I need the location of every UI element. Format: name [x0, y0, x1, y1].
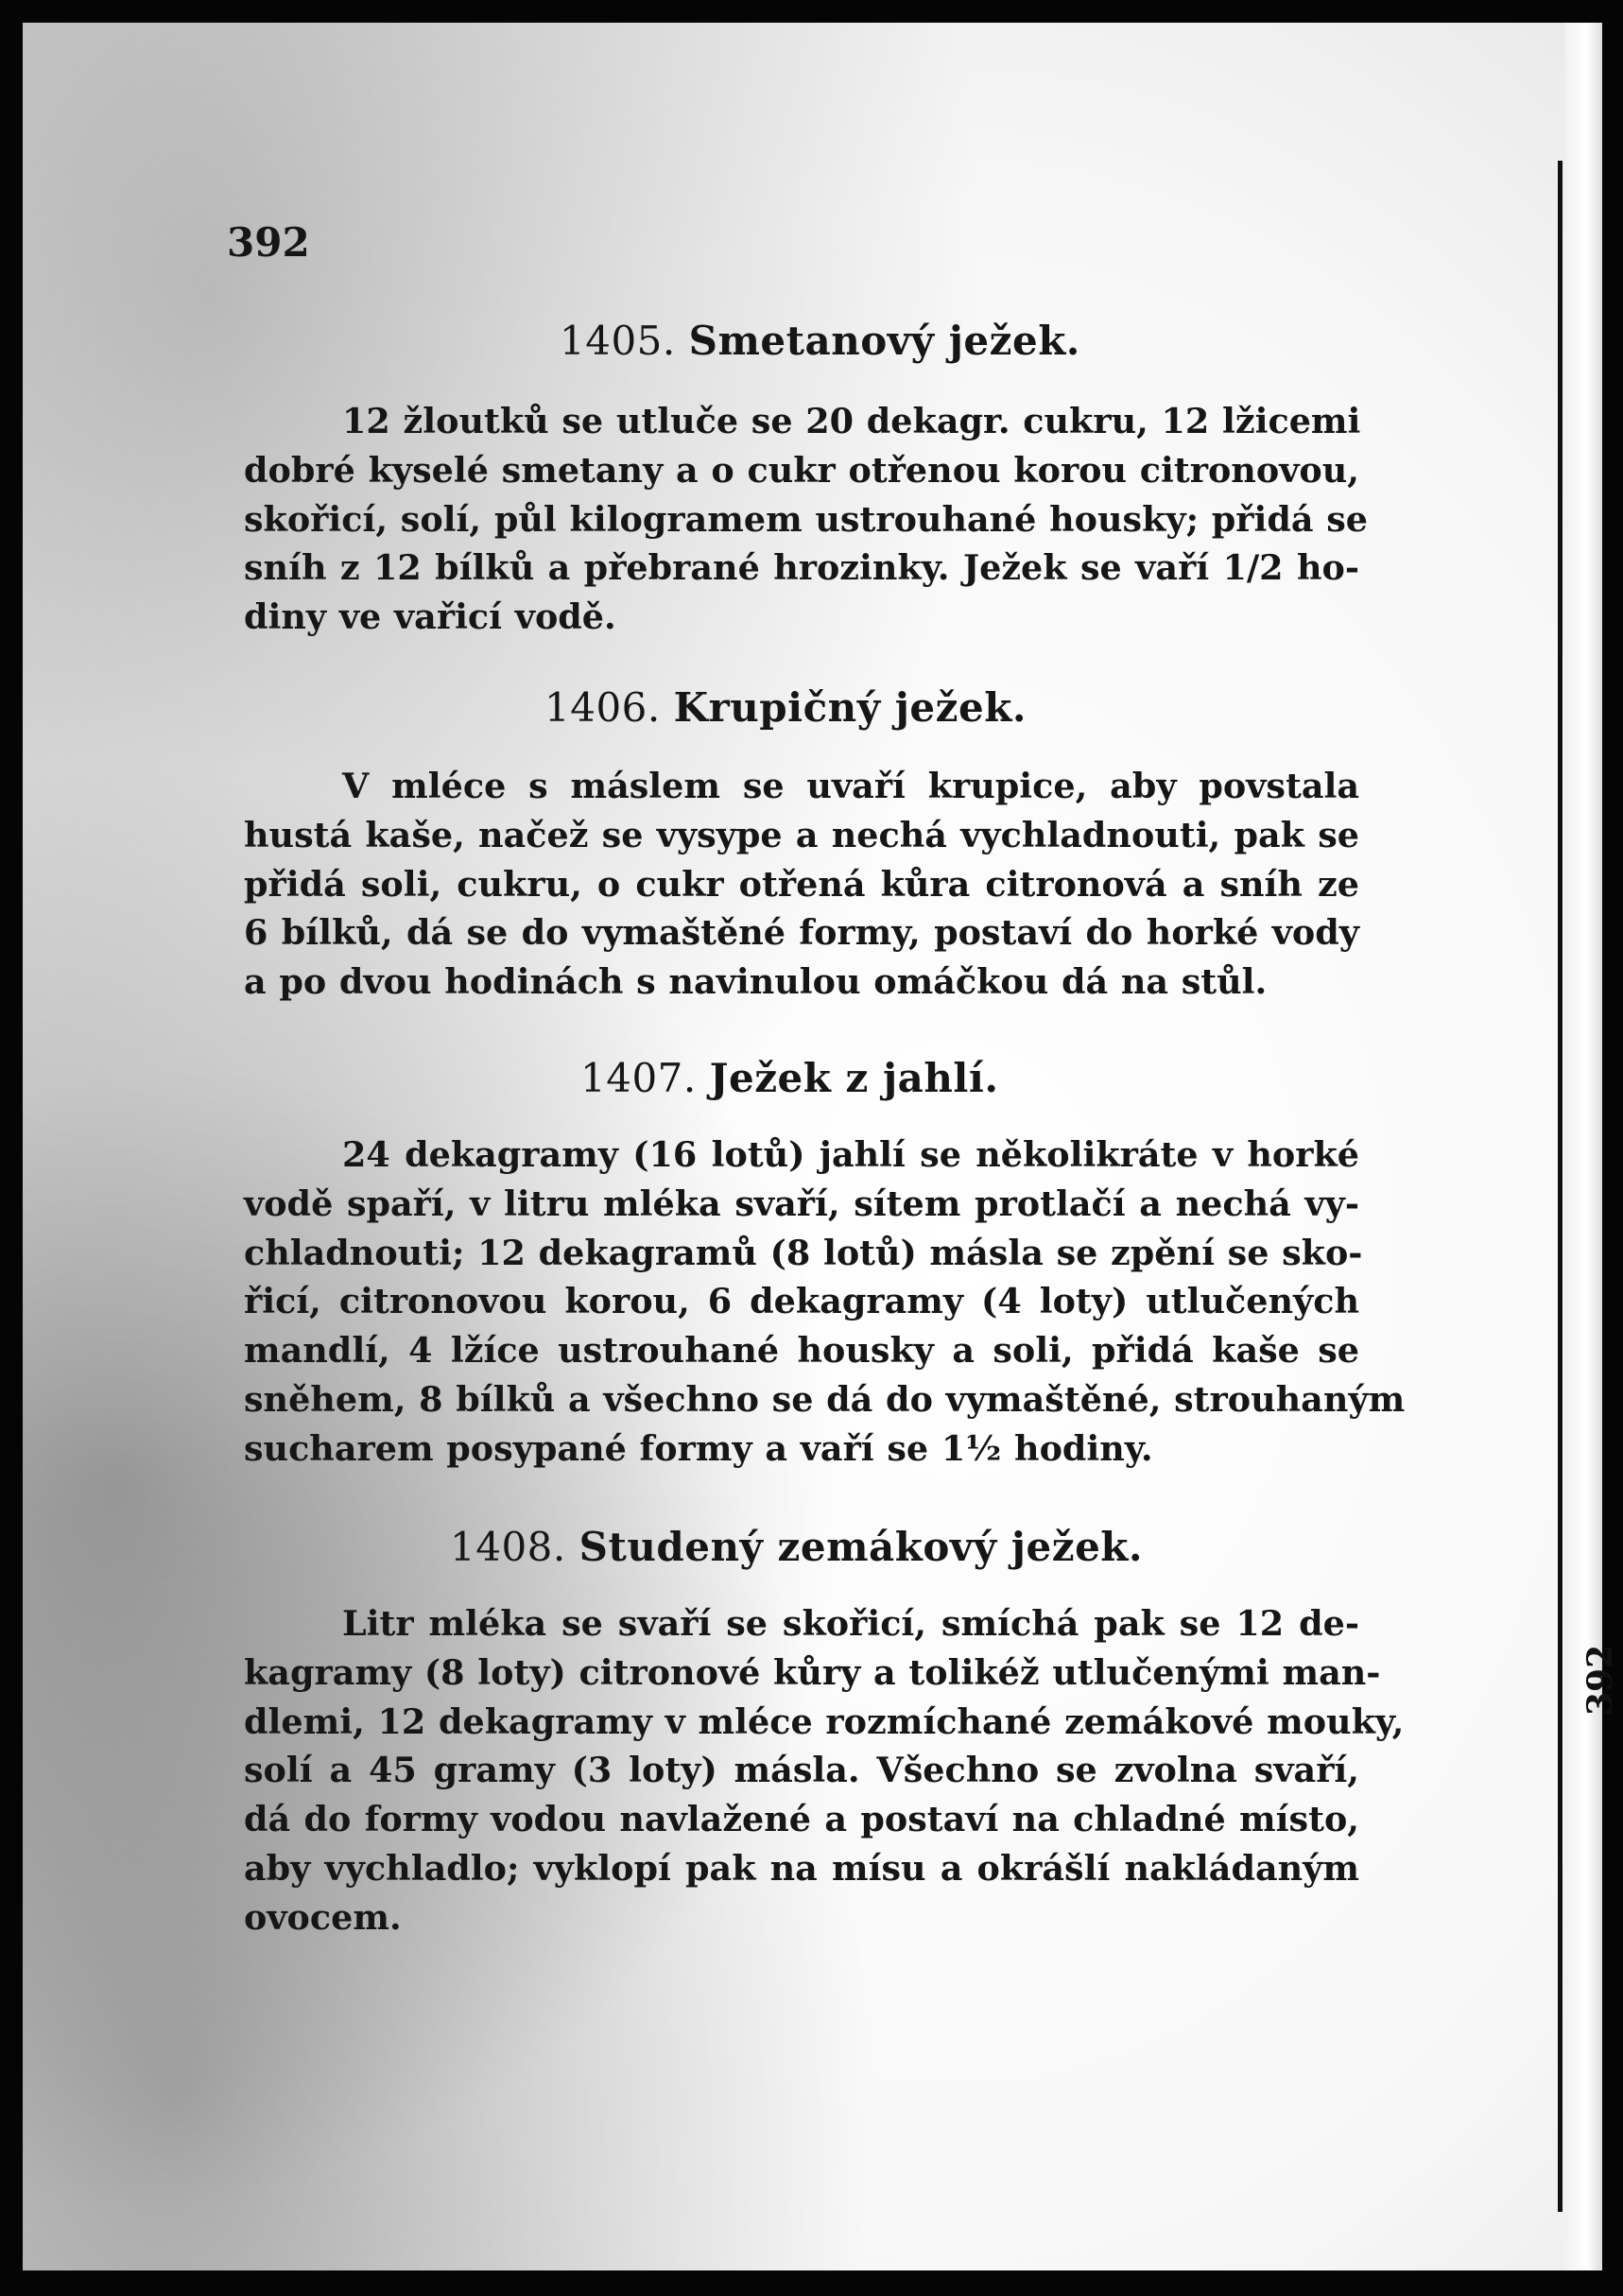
- book-page: [23, 23, 1580, 2270]
- recipe-text-1405: [244, 397, 1369, 642]
- text-line: solí a 45 gramy (3 loty) másla. Všechno se zvolna svaří,: [244, 1750, 1359, 1791]
- recipe-heading-1405: [560, 318, 1080, 364]
- page-number: 392: [227, 219, 310, 266]
- recipe-number: 1405.: [560, 318, 676, 364]
- recipe-heading-1407: [580, 1055, 998, 1101]
- text-line: 6 bílků, dá se do vymaštěné formy, postaví do horké vody: [244, 912, 1359, 954]
- recipe-title: Ježek z jahlí.: [709, 1055, 999, 1101]
- recipe-number: 1408.: [450, 1524, 566, 1570]
- text-line: mandlí, 4 lžíce ustrouhané housky a soli, přidá kaše se: [244, 1330, 1359, 1372]
- text-line: sucharem posypané formy a vaří se 1½ hodiny.: [244, 1427, 1153, 1469]
- text-line: vodě spaří, v litru mléka svaří, sítem protlačí a nechá vy-: [244, 1183, 1359, 1224]
- recipe-heading-1408: [450, 1524, 1143, 1570]
- recipe-title: Smetanový ježek.: [688, 318, 1080, 364]
- text-line: a po dvou hodinách s navinulou omáčkou dá na stůl.: [244, 961, 1268, 1003]
- side-page-stamp: 392: [1580, 1644, 1620, 1716]
- recipe-number: 1406.: [544, 684, 661, 731]
- recipe-heading-1406: [544, 684, 1027, 731]
- text-line: dlemi, 12 dekagramy v mléce rozmíchané zemákové mouky,: [244, 1700, 1405, 1742]
- text-line: hustá kaše, načež se vysype a nechá vychladnouti, pak se: [244, 814, 1359, 855]
- recipe-text-1407: [244, 1131, 1406, 1474]
- recipe-text-1408: [244, 1599, 1405, 1942]
- facing-page-edge: [1564, 23, 1602, 2270]
- recipe-number: 1407.: [580, 1055, 697, 1101]
- text-line: 12 žloutků se utluče se 20 dekagr. cukru, 12 lžicemi: [342, 401, 1361, 441]
- text-line: skořicí, solí, půl kilogramem ustrouhané housky; přidá se: [244, 498, 1369, 540]
- page-spine-shadow: [1558, 161, 1563, 2212]
- text-line: chladnouti; 12 dekagramů (8 lotů) másla se zpění se sko-: [244, 1232, 1363, 1273]
- recipe-title: Studený zemákový ježek.: [578, 1524, 1144, 1570]
- recipe-title: Krupičný ježek.: [673, 684, 1027, 731]
- text-line: dá do formy vodou navlažené a postaví na chladné místo,: [244, 1799, 1359, 1840]
- recipe-text-1406: [244, 762, 1359, 1007]
- text-line: dobré kyselé smetany a o cukr otřenou korou citronovou,: [244, 449, 1359, 491]
- text-line: řicí, citronovou korou, 6 dekagramy (4 loty) utlučených: [244, 1281, 1359, 1322]
- text-line: V mléce s máslem se uvaří krupice, aby povstala: [342, 766, 1359, 806]
- text-line: ovocem.: [244, 1896, 402, 1938]
- text-line: sníh z 12 bílků a přebrané hrozinky. Ježek se vaří 1/2 ho-: [244, 547, 1359, 589]
- text-line: aby vychladlo; vyklopí pak na mísu a okrášlí nakládaným: [244, 1847, 1359, 1889]
- text-line: diny ve vařicí vodě.: [244, 596, 616, 638]
- text-line: Litr mléka se svaří se skořicí, smíchá pak se 12 de-: [342, 1603, 1359, 1644]
- text-line: sněhem, 8 bílků a všechno se dá do vymaštěné, strouhaným: [244, 1378, 1406, 1420]
- text-line: 24 dekagramy (16 lotů) jahlí se několikráte v horké: [342, 1134, 1359, 1175]
- text-line: kagramy (8 loty) citronové kůry a tolikéž utlučenými man-: [244, 1651, 1381, 1693]
- text-line: přidá soli, cukru, o cukr otřená kůra citronová a sníh ze: [244, 863, 1359, 905]
